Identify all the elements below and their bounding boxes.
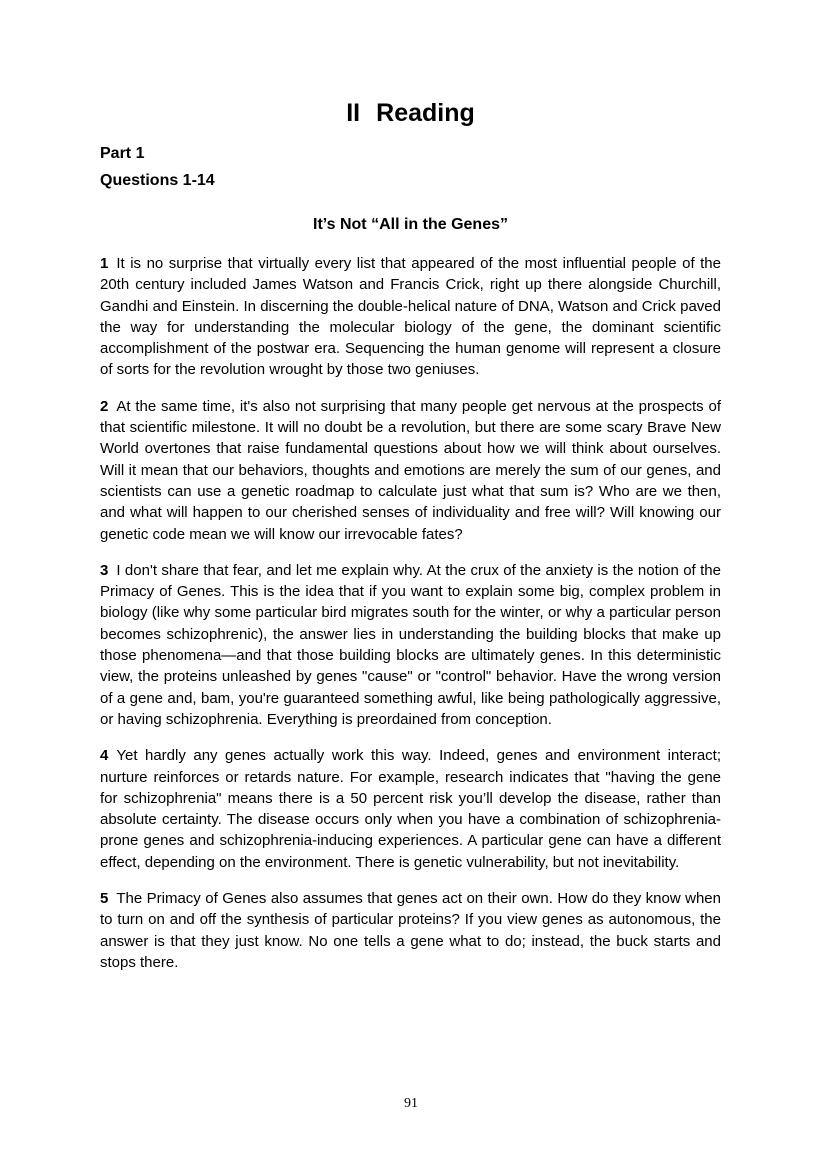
article-title: It’s Not “All in the Genes” xyxy=(313,216,508,233)
paragraph-text: The Primacy of Genes also assumes that genes act on their own. How do they know when to turn on and off the synthesis of particular proteins? If you view genes as autonomous, the answer is that they just know. No one tells a gene what to do; instead, the buck starts and stops there. xyxy=(100,890,721,971)
paragraph-number: 5 xyxy=(100,890,109,908)
paragraph-text: I don't share that fear, and let me explain why. At the crux of the anxiety is the notion of the Primacy of Genes. This is the idea that if you want to explain some big, complex problem in biology (like why some particular bird migrates south for the winter, or why a particular person becomes schizophrenic), the answer lies in understanding the building blocks that make up those phenomena—and that those building blocks are ultimately genes. In this deterministic view, the proteins unleashed by genes "cause" or "control" behavior. Have the wrong version of a gene and, bam, you're guaranteed something awful, like being pathologically aggressive, or having schizophrenia. Everything is preordained from conception. xyxy=(100,561,721,728)
paragraph-3 xyxy=(100,560,721,730)
section-title-text: Reading xyxy=(376,99,475,127)
document-page xyxy=(100,96,721,988)
questions-label: Questions 1-14 xyxy=(100,172,215,189)
paragraph-5 xyxy=(100,888,721,973)
paragraph-number: 4 xyxy=(100,747,109,765)
section-roman-numeral: II xyxy=(346,99,361,127)
paragraph-text: It is no surprise that virtually every list that appeared of the most influential people of the 20th century included James Watson and Francis Crick, right up there alongside Churchill, Gandhi and Einstein. In discerning the double-helical nature of DNA, Watson and Crick paved the way for understanding the molecular biology of the gene, the dominant scientific accomplishment of the postwar era. Sequencing the human genome will represent a closure of sorts for the revolution wrought by those two geniuses. xyxy=(100,255,721,379)
paragraph-number: 1 xyxy=(100,255,109,272)
section-title xyxy=(100,96,721,130)
paragraph-text: Yet hardly any genes actually work this way. Indeed, genes and environment interact; nurture reinforces or retards nature. For example, research indicates that "having the gene for schizophrenia" means there is a 50 percent risk you’ll develop the disease, rather than absolute certainty. The disease occurs only when you have a combination of schizophrenia-prone genes and schizophrenia-inducing experiences. A particular gene can have a different effect, depending on the environment. There is genetic vulnerability, but not inevitability. xyxy=(100,747,721,871)
paragraph-number: 3 xyxy=(100,561,109,579)
paragraph-text: At the same time, it's also not surprising that many people get nervous at the prospects of that scientific milestone. It will no doubt be a revolution, but there are some scary Brave New World overtones that raise fundamental questions about how we will think about ourselves. Will it mean that our behaviors, thoughts and emotions are merely the sum of our genes, and scientists can use a genetic roadmap to calculate just what that sum is? Who are we then, and what will happen to our cherished senses of individuality and free will? Will knowing our genetic code mean we will know our irrevocable fates? xyxy=(100,397,721,543)
page-number: 91 xyxy=(404,1096,418,1111)
part-label: Part 1 xyxy=(100,145,145,162)
paragraph-2 xyxy=(100,396,721,545)
paragraph-4 xyxy=(100,745,721,873)
paragraph-number: 2 xyxy=(100,397,109,415)
paragraph-1 xyxy=(100,253,721,381)
